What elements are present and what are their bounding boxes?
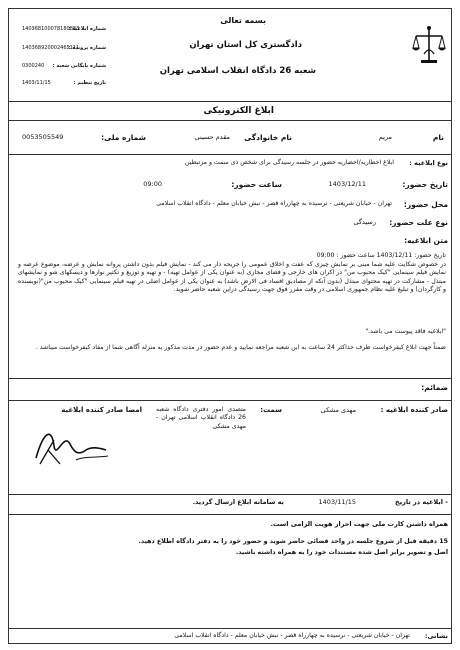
place-value: تهران - خیابان شریعتی - نرسیده به چهارراه قصر - نبش خیابان معلم - دادگاه انقلاب اسلامی: [156, 200, 392, 207]
sent-date-label: - ابلاغیه در تاریخ: [395, 498, 448, 506]
issuer-value: مهدی مشکی: [320, 406, 356, 414]
frame-right: [451, 8, 452, 644]
notice-text-label: متن ابلاغیه:: [404, 236, 448, 245]
national-id-value: 0053505549: [22, 133, 64, 141]
notice-body-time: تاریخ حضور: 1403/12/11 ساعت حضور : 09:00: [316, 252, 446, 259]
attendance-date-value: 1403/12/11: [328, 180, 366, 188]
bismillah-text: بسمه تعالی: [220, 16, 266, 25]
judiciary-emblem-icon: [412, 24, 446, 68]
issue-date: 1403/11/15: [22, 80, 51, 86]
name-label: نام: [432, 133, 444, 142]
attachments-label: ضمائم:: [421, 383, 448, 392]
attendance-time-label: ساعت حضور:: [231, 180, 282, 189]
name-value: مریم: [378, 133, 392, 141]
signature-label: امضا صادر کننده ابلاغیه: [61, 406, 142, 414]
address-value: تهران - خیابان شریعتی - نرسیده به چهارراه قصر - نبش خیابان معلم - دادگاه انقلاب اسلامی: [174, 632, 410, 639]
notice-type-value: ابلاغ اخطاریه/احضاریه حضور در جلسه رسیدگی برای شخص ذی سمت و مرتبطین: [185, 159, 394, 166]
footer-note-arrival: 15 دقیقه قبل از شروع جلسه در واحد قضائی حاضر شوید و حضور خود را به دفتر دادگاه اطلاع دهید.: [138, 538, 448, 545]
attendance-date-label: تاریخ حضور:: [402, 180, 448, 189]
footer-note-documents: اصل و تصویر برابر اصل شده مستندات خود را به همراه داشته باشید.: [235, 549, 448, 556]
frame-bottom: [8, 643, 452, 644]
position-label: سمت:: [260, 406, 282, 414]
notice-body-indictment: ضمناً جهت ابلاغ کیفرخواست ظرف حداکثر 24 ساعت به این شعبه مراجعه نمایید و عدم حضور در مدت مذکور به منزله آگاهی شما از مفاد کیفرخواست میباشد .: [35, 344, 446, 351]
notice-document: بسمه تعالی دادگستری کل استان تهران شعبه 26 دادگاه انقلاب اسلامی تهران شماره ابلاغیه : 140368100078180883 شماره پرونده : 140368920002465111 شماره بایگانی شعبه : 0300240 تاریخ تنظیم : 1403/11/15 ابلاغ الکترونیکی نام مریم نام خانوادگی مقدم حسینی شماره ملی: 0053505549 نوع ابلاغیه : ابلاغ اخطاریه/احضاریه حضور در جلسه رسیدگی برای شخص ذی سمت و مرتبطین تاریخ حضور: 1403/12/11 ساعت حضور: 09:00 محل حضور: تهران - خیابان شریعتی - نرسیده به چهارراه قصر - نبش خیابان معلم - دادگاه انقلاب اسلامی نوع علت حضور: رسیدگی متن ابلاغیه: تاریخ حضور: 1403/12/11 ساعت حضور : 09:00 در خصوص شکایت علیه شما مبنی بر نمایش چیزی که عفت و اخلاق عمومی را جریحه دار می کند - نمایش فیلم بدون داشتن پروانه نمایش و عرضه، موضوع عرضه و نمایش فیلم سینمایی "کیک محبوب من" در اکران های خارجی و فضای مجازی (به عنوان یکی از عوامل تهیه) - و تهیه و توزیع و تکثیر نوارها و دیسکهای شو و نمایشهای مبتذل - مشارکت در تهیه محتوای مبتذل (بدون آنکه از مصادیق افساد فی الارض باشد) به عنوان یکی از عوامل اصلی در تهیه فیلم سینمایی "کیک محبوب من"(نویسنده و کارگردان) و تبلیغ علیه نظام جمهوری اسلامی در وقت مقرر فوق جهت رسیدگی دراین شعبه حاضر شوید. "ابلاغیه فاقد پیوست می باشد." ضمناً جهت ابلاغ کیفرخواست ظرف حداکثر 24 ساعت به این شعبه مراجعه نمایید و عدم حضور در مدت مذکور به منزله آگاهی شما از مفاد کیفرخواست میباشد . ضمائم: صادر کننده ابلاغیه : مهدی مشکی سمت: متصدی امور دفتری دادگاه شعبه 26 دادگاه انقلاب اسلامی تهران - مهدی مشکی امضا صادر کننده ابلاغیه - ابلاغیه در تاریخ 1403/11/15 به سامانه ابلاغ ارسال گردید. همراه داشتن کارت ملی جهت احراز هویت الزامی است. 15 دقیقه قبل از شروع جلسه در واحد قضائی حاضر شوید و حضور خود را به دفتر دادگاه اطلاع دهید. اصل و تصویر برابر اصل شده مستندات خود را به همراه داشته باشید. نشانی: تهران - خیابان شریعتی - نرسیده به چهارراه قصر - نبش خیابان معلم - دادگاه انقلاب اسلامی: [8, 8, 452, 644]
notice-number: 140368100078180883: [22, 26, 80, 32]
branch-title: شعبه 26 دادگاه انقلاب اسلامی تهران: [159, 66, 316, 76]
issuer-label: صادر کننده ابلاغیه :: [380, 406, 448, 414]
sent-date-value: 1403/11/15: [318, 498, 356, 506]
notice-body-attachment-note: "ابلاغیه فاقد پیوست می باشد.": [365, 328, 446, 335]
footer-note-id-card: همراه داشتن کارت ملی جهت احراز هویت الزامی است.: [270, 520, 448, 528]
family-label: نام خانوادگی: [244, 133, 292, 142]
case-number: 140368920002465111: [22, 45, 80, 51]
signature-icon: [30, 420, 110, 470]
notice-body-main: در خصوص شکایت علیه شما مبنی بر نمایش چیزی که عفت و اخلاق عمومی را جریحه دار می کند - نمایش فیلم بدون داشتن پروانه نمایش و عرضه، موضوع عرضه و نمایش فیلم سینمایی "کیک محبوب من" در اکران های خارجی و فضای مجازی (به عنوان یکی از عوامل تهیه) - و تهیه و توزیع و تکثیر نوارها و دیسکهای شو و نمایشهای مبتذل - مشارکت در تهیه محتوای مبتذل (بدون آنکه از مصادیق افساد فی الارض باشد) به عنوان یکی از عوامل اصلی در تهیه فیلم سینمایی "کیک محبوب من"(نویسنده و کارگردان) و تبلیغ علیه نظام جمهوری اسلامی در وقت مقرر فوق جهت رسیدگی دراین شعبه حاضر شوید.: [18, 261, 446, 294]
attendance-time-value: 09:00: [143, 180, 162, 188]
position-value: متصدی امور دفتری دادگاه شعبه 26 دادگاه انقلاب اسلامی تهران - مهدی مشکی: [156, 406, 246, 430]
document-title: ابلاغ الکترونیکی: [203, 106, 274, 116]
judiciary-title: دادگستری کل استان تهران: [189, 40, 302, 50]
reason-label: نوع علت حضور:: [389, 218, 448, 227]
address-label: نشانی:: [424, 632, 448, 640]
national-id-label: شماره ملی:: [101, 133, 146, 142]
frame-left: [8, 8, 9, 644]
sent-date-suffix: به سامانه ابلاغ ارسال گردید.: [192, 498, 284, 506]
place-label: محل حضور:: [403, 200, 448, 209]
notice-type-label: نوع ابلاغیه :: [409, 159, 448, 167]
archive-number: 0300240: [22, 63, 45, 69]
family-value: مقدم حسینی: [194, 133, 230, 141]
reason-value: رسیدگی: [353, 218, 376, 226]
frame-top: [8, 8, 452, 9]
